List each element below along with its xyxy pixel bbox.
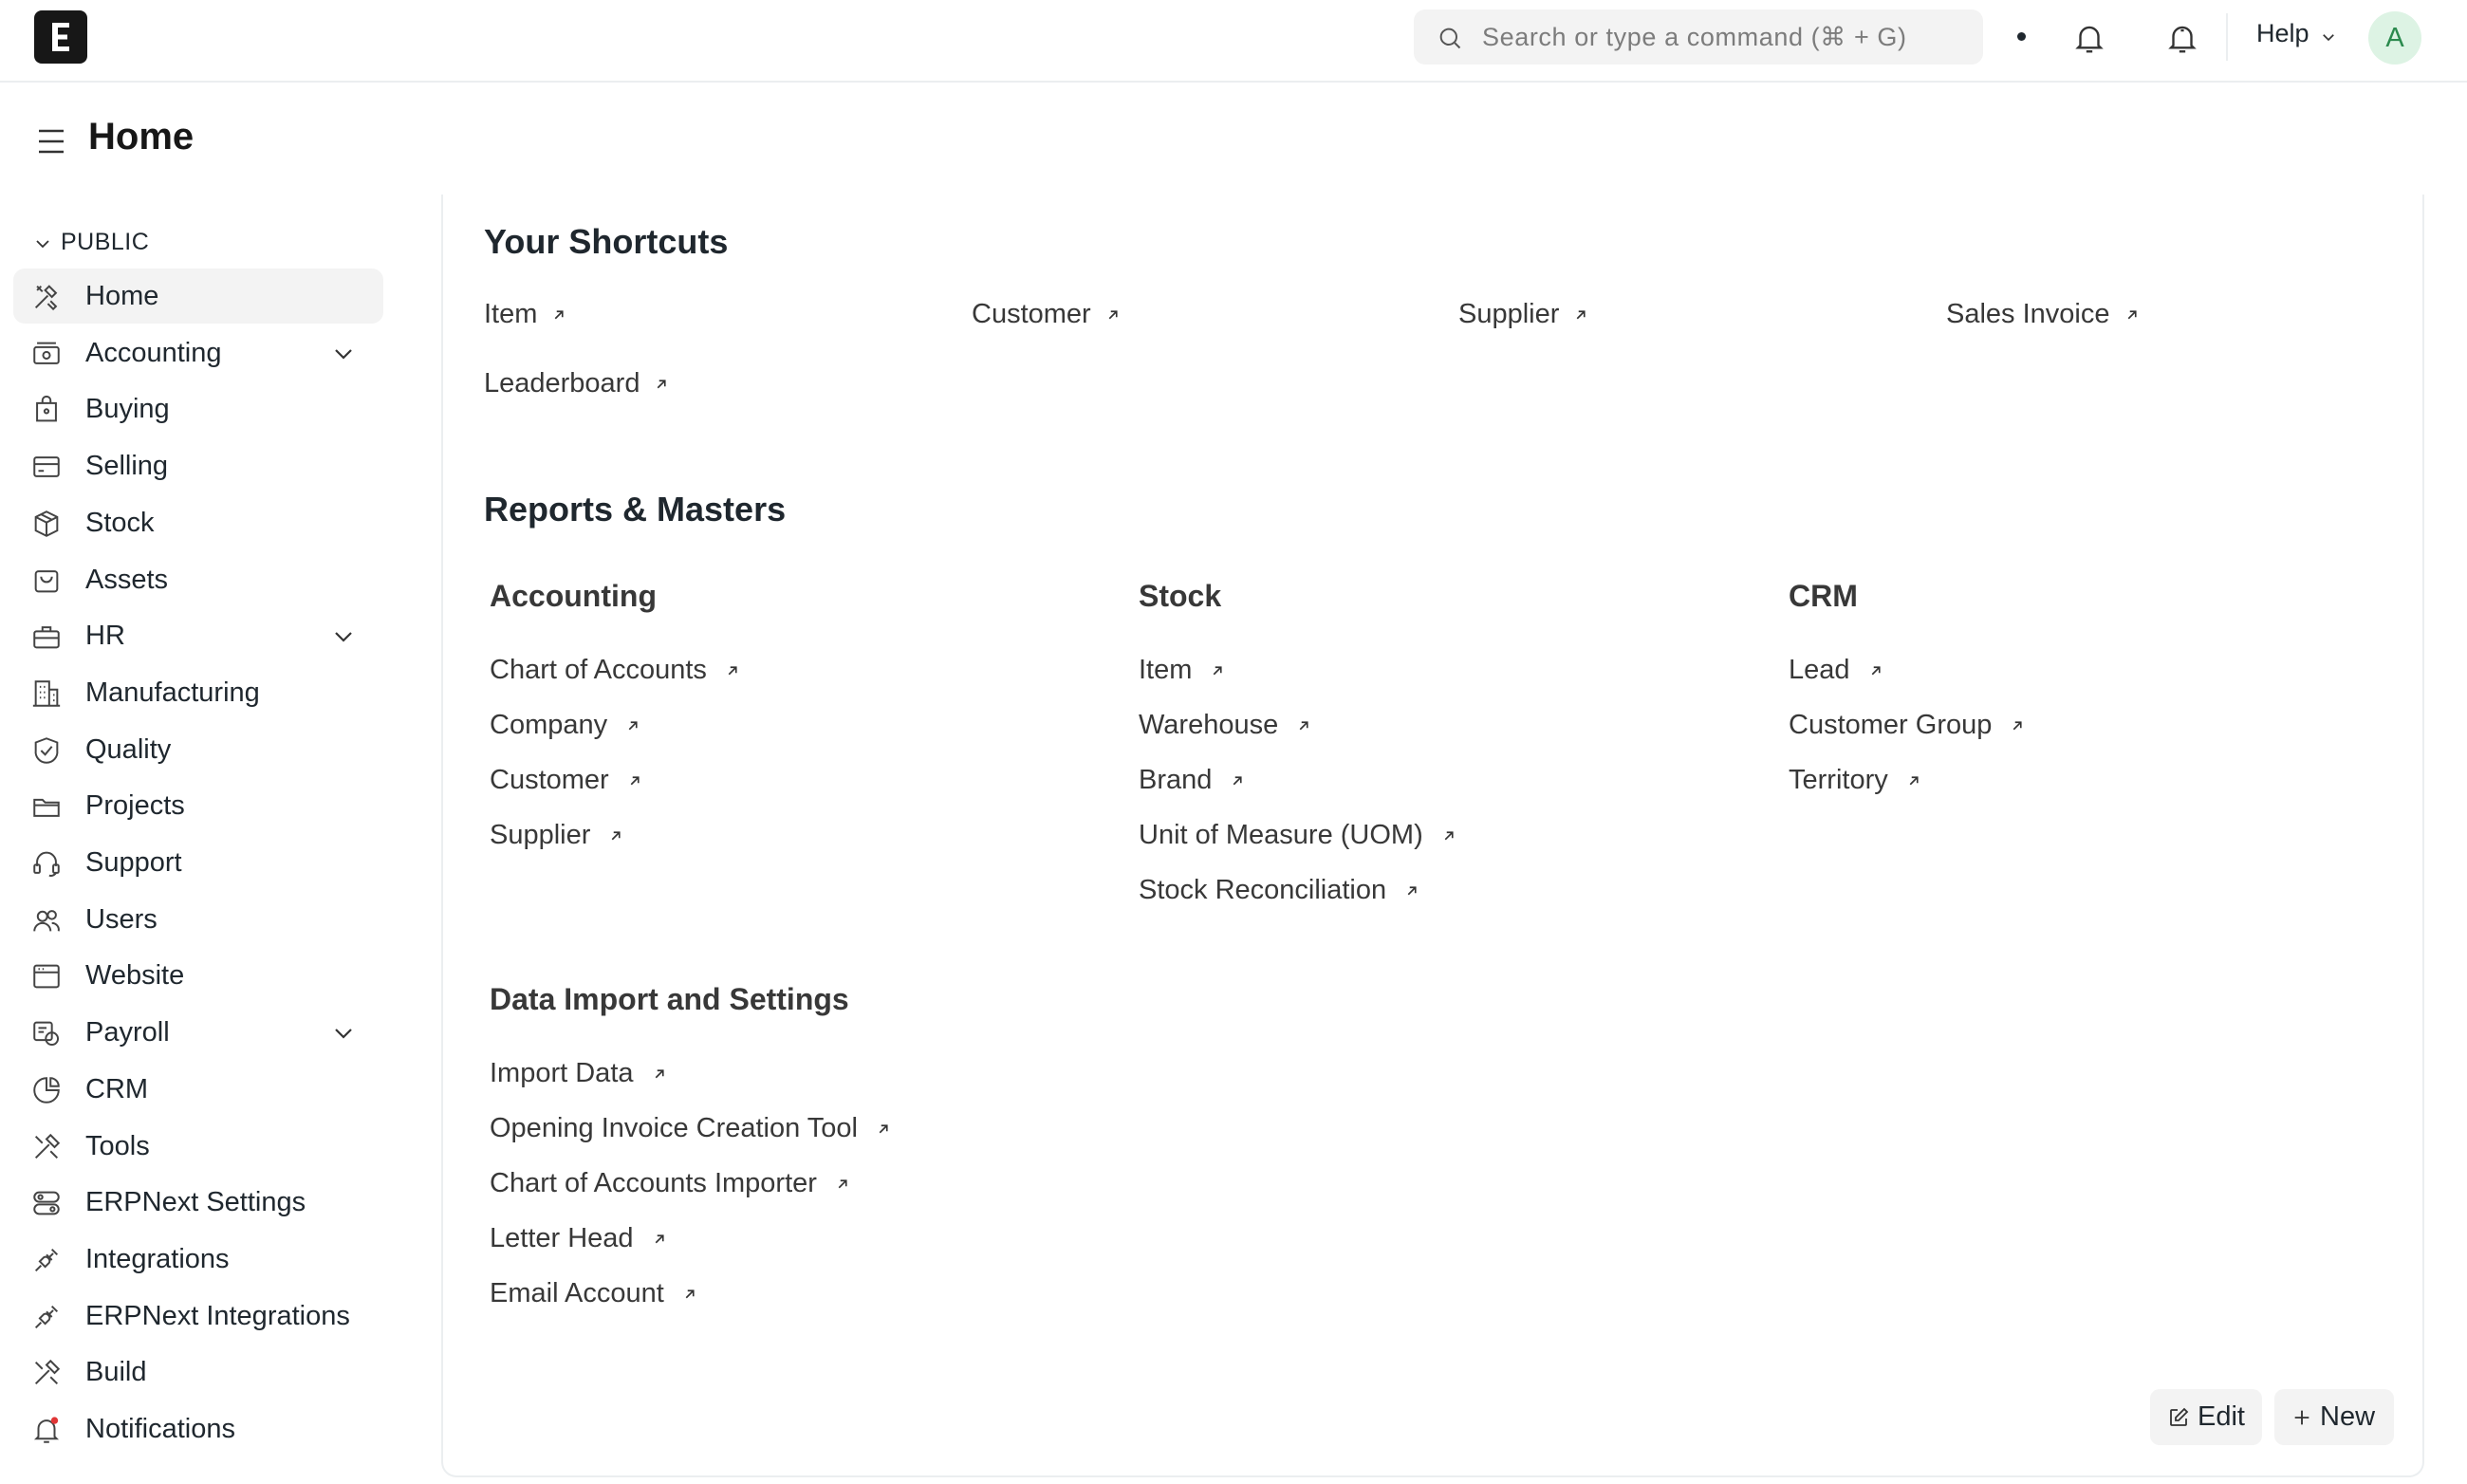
arrow-up-right-icon [651, 1066, 668, 1083]
sidebar-item-label: Users [85, 903, 158, 935]
report-card-title: Stock [1139, 579, 1222, 613]
tools-icon [30, 1131, 63, 1163]
report-link-customer-group[interactable] [1789, 710, 2026, 741]
new-button[interactable] [2274, 1389, 2394, 1445]
sidebar-item-buying[interactable] [13, 381, 383, 436]
sidebar-item-label: HR [85, 621, 125, 652]
shortcut-customer[interactable] [972, 299, 1122, 330]
report-link-label: Letter Head [490, 1223, 634, 1253]
sidebar-item-label: Integrations [85, 1243, 230, 1274]
sidebar-item-label: Notifications [85, 1414, 235, 1444]
report-link-label: Opening Invoice Creation Tool [490, 1113, 858, 1143]
arrow-up-right-icon [626, 772, 643, 789]
page-title: Home [88, 116, 195, 158]
payroll-icon [30, 1017, 63, 1049]
sidebar-item-label: ERPNext Settings [85, 1187, 306, 1218]
assets-icon [30, 565, 63, 597]
shortcut-label: Customer [972, 299, 1091, 329]
report-link-item[interactable] [1139, 655, 1226, 686]
report-link-supplier[interactable] [490, 820, 624, 851]
sidebar-item-label: Payroll [85, 1017, 170, 1048]
sidebar-section-label: PUBLIC [61, 229, 150, 255]
sidebar-item-label: ERPNext Integrations [85, 1300, 350, 1331]
report-link-label: Supplier [490, 820, 591, 850]
arrow-up-right-icon [1867, 662, 1884, 679]
crm-pie-icon [30, 1074, 63, 1106]
sidebar-item-website[interactable] [13, 948, 383, 1003]
chevron-down-icon[interactable] [332, 1024, 355, 1043]
arrow-up-right-icon [607, 827, 624, 844]
sidebar-item-label: Build [85, 1357, 147, 1388]
arrow-up-right-icon [2124, 306, 2141, 324]
report-link-label: Chart of Accounts [490, 655, 707, 685]
report-link-label: Company [490, 710, 608, 740]
app-logo[interactable] [34, 10, 87, 64]
edit-button[interactable] [2150, 1389, 2262, 1445]
report-link-territory[interactable] [1789, 765, 1922, 796]
arrow-up-right-icon [1229, 772, 1246, 789]
sidebar-item-label: CRM [85, 1073, 149, 1104]
quality-shield-icon [30, 734, 63, 767]
sidebar-item-label: Stock [85, 507, 155, 538]
sidebar-item-crm[interactable] [13, 1062, 383, 1117]
support-headset-icon [30, 847, 63, 880]
shortcut-label: Leaderboard [484, 368, 640, 399]
chevron-down-icon[interactable] [332, 627, 355, 646]
arrow-up-right-icon [1905, 772, 1922, 789]
build-tools-icon [30, 1357, 63, 1389]
shortcut-label: Item [484, 299, 538, 329]
arrow-up-right-icon [1403, 882, 1420, 900]
sidebar-item-label: Home [85, 281, 159, 311]
shortcut-sales-invoice[interactable] [1946, 299, 2141, 330]
sidebar-item-label: Projects [85, 790, 185, 822]
top-navbar [0, 0, 2467, 83]
report-link-label: Lead [1789, 655, 1850, 685]
sidebar-item-users[interactable] [13, 892, 383, 947]
sidebar-item-home[interactable] [13, 269, 383, 324]
shortcut-label: Sales Invoice [1946, 299, 2110, 329]
report-link-label: Item [1139, 655, 1193, 685]
report-link-label: Import Data [490, 1058, 634, 1088]
shortcut-label: Supplier [1458, 299, 1560, 329]
report-link-warehouse[interactable] [1139, 710, 1312, 741]
arrow-up-right-icon [875, 1121, 892, 1138]
arrow-up-right-icon [1440, 827, 1457, 844]
arrow-up-right-icon [1104, 306, 1122, 324]
report-link-customer[interactable] [490, 765, 643, 796]
sidebar-item-erpnext-settings[interactable] [13, 1175, 383, 1230]
sidebar-item-build[interactable] [13, 1345, 383, 1400]
sidebar-item-label: Tools [85, 1130, 150, 1161]
sidebar-item-notifications[interactable] [13, 1401, 383, 1456]
notification-bell-icon [30, 1414, 63, 1446]
report-link-letter-head[interactable] [490, 1223, 668, 1254]
notification-bell-icon[interactable] [2071, 19, 2107, 57]
arrow-up-right-icon [651, 1231, 668, 1248]
sidebar-item-projects[interactable] [13, 778, 383, 833]
arrow-up-right-icon [653, 376, 670, 393]
sidebar-item-support[interactable] [13, 835, 383, 890]
navbar-divider [2226, 13, 2228, 61]
sidebar-item-manufacturing[interactable] [13, 665, 383, 720]
hr-briefcase-icon [30, 621, 63, 653]
sidebar-item-label: Manufacturing [85, 677, 260, 708]
shortcuts-title: Your Shortcuts [484, 222, 729, 261]
sidebar-item-integrations[interactable] [13, 1232, 383, 1287]
buying-bag-icon [30, 394, 63, 426]
help-menu-button[interactable]: Help [2256, 19, 2309, 47]
arrow-up-right-icon [681, 1286, 698, 1303]
user-avatar[interactable]: A [2368, 11, 2421, 65]
arrow-up-right-icon [624, 717, 641, 734]
report-link-brand[interactable] [1139, 765, 1246, 796]
accounting-icon [30, 338, 63, 370]
report-link-opening-invoice-creation-tool[interactable] [490, 1113, 892, 1144]
report-link-label: Brand [1139, 765, 1213, 795]
shortcut-leaderboard[interactable] [484, 368, 670, 399]
report-link-label: Customer Group [1789, 710, 1993, 740]
report-card-title: Data Import and Settings [490, 982, 849, 1016]
search-bar[interactable] [1414, 9, 1983, 65]
report-link-import-data[interactable] [490, 1058, 668, 1089]
report-link-unit-of-measure-uom-[interactable] [1139, 820, 1457, 851]
report-link-chart-of-accounts[interactable] [490, 655, 741, 686]
chevron-down-icon [2320, 28, 2337, 46]
edit-button-label: Edit [2198, 1401, 2245, 1432]
report-card-title: CRM [1789, 579, 1858, 613]
sidebar-item-stock[interactable] [13, 495, 383, 550]
sidebar-item-label: Buying [85, 394, 170, 425]
arrow-up-right-icon [1209, 662, 1226, 679]
arrow-up-right-icon [834, 1176, 851, 1193]
report-link-label: Stock Reconciliation [1139, 875, 1387, 905]
status-dot [2017, 32, 2026, 41]
shortcut-item[interactable] [484, 299, 567, 330]
settings-toggle-icon [30, 1187, 63, 1219]
report-link-label: Unit of Measure (UOM) [1139, 820, 1423, 850]
report-card-title: Accounting [490, 579, 657, 613]
arrow-up-right-icon [2009, 717, 2026, 734]
website-browser-icon [30, 960, 63, 992]
sidebar-item-payroll[interactable] [13, 1005, 383, 1060]
search-placeholder: Search or type a command (⌘ + G) [1482, 23, 1907, 51]
arrow-up-right-icon [1572, 306, 1589, 324]
manufacturing-building-icon [30, 677, 63, 710]
report-link-label: Chart of Accounts Importer [490, 1168, 817, 1198]
chevron-down-icon[interactable] [332, 344, 355, 363]
sidebar-item-erpnext-integrations[interactable] [13, 1289, 383, 1344]
report-link-lead[interactable] [1789, 655, 1884, 686]
report-link-label: Customer [490, 765, 609, 795]
report-link-email-account[interactable] [490, 1278, 698, 1309]
arrow-up-right-icon [724, 662, 741, 679]
sidebar-item-assets[interactable] [13, 552, 383, 607]
sidebar-item-label: Quality [85, 733, 172, 765]
report-link-label: Territory [1789, 765, 1888, 795]
edit-icon [2167, 1406, 2190, 1429]
arrow-up-right-icon [550, 306, 567, 324]
search-icon [1437, 25, 1463, 51]
sidebar-item-label: Website [85, 960, 185, 992]
report-link-stock-reconciliation[interactable] [1139, 875, 1420, 906]
sidebar-item-label: Support [85, 847, 182, 878]
notification-bell-icon[interactable] [2164, 19, 2200, 57]
users-icon [30, 904, 63, 937]
home-tools-icon [30, 281, 63, 313]
report-link-chart-of-accounts-importer[interactable] [490, 1168, 851, 1199]
new-button-label: New [2320, 1401, 2376, 1432]
integrations-plug-icon [30, 1244, 63, 1276]
sidebar-item-tools[interactable] [13, 1119, 383, 1174]
report-link-label: Warehouse [1139, 710, 1279, 740]
report-link-company[interactable] [490, 710, 641, 741]
reports-title: Reports & Masters [484, 490, 787, 529]
chevron-down-icon [34, 237, 51, 250]
sidebar-item-label: Selling [85, 451, 169, 482]
arrow-up-right-icon [1295, 717, 1312, 734]
selling-card-icon [30, 451, 63, 483]
sidebar-item-selling[interactable] [13, 438, 383, 493]
sidebar-toggle-icon[interactable] [36, 127, 66, 156]
sidebar-item-label: Accounting [85, 337, 222, 368]
sidebar-item-label: Assets [85, 564, 169, 595]
sidebar-item-accounting[interactable] [13, 325, 383, 380]
shortcut-supplier[interactable] [1458, 299, 1589, 330]
projects-folder-icon [30, 790, 63, 823]
sidebar-item-quality[interactable] [13, 722, 383, 777]
sidebar-item-hr[interactable] [13, 608, 383, 663]
integrations-plug-icon [30, 1301, 63, 1333]
report-link-label: Email Account [490, 1278, 664, 1308]
plus-icon [2291, 1407, 2312, 1428]
stock-box-icon [30, 508, 63, 540]
